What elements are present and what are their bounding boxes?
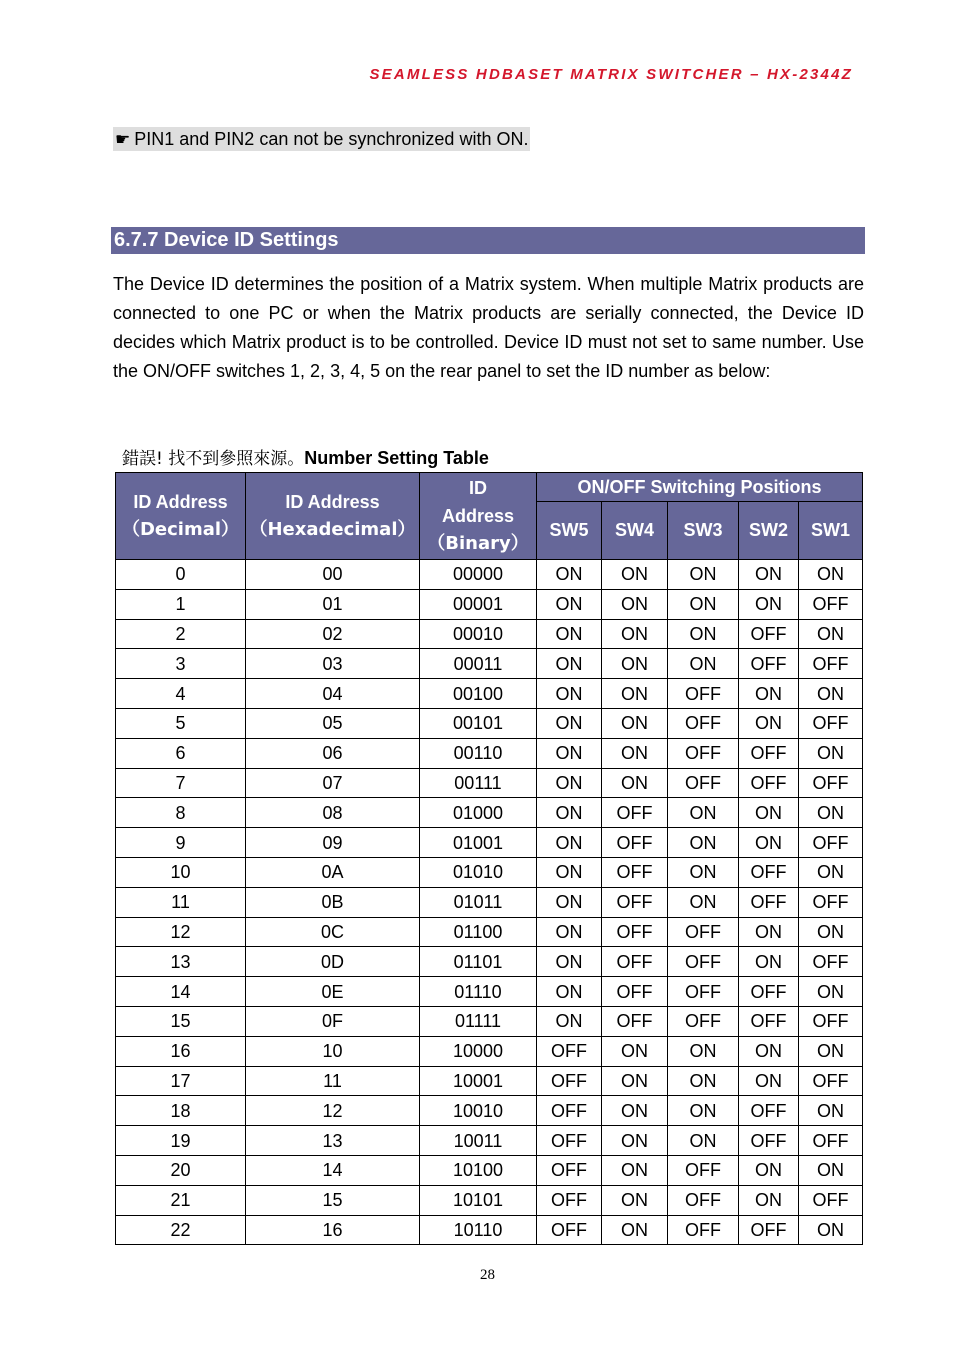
table-row xyxy=(116,560,863,590)
cell-binary: 01101 xyxy=(420,947,537,977)
cell-sw1: OFF xyxy=(799,649,863,679)
cell-sw4: ON xyxy=(602,679,668,709)
note-text: PIN1 and PIN2 can not be synchronized with ON. xyxy=(134,129,529,149)
table-row xyxy=(116,1215,863,1245)
cell-sw2: ON xyxy=(739,947,799,977)
page-number: 28 xyxy=(480,1267,495,1283)
cell-decimal: 3 xyxy=(116,649,246,679)
caption-error-prefix: 錯誤! 找不到參照來源。 xyxy=(122,449,305,469)
table-row xyxy=(116,738,863,768)
header-decimal xyxy=(116,473,246,560)
table-row xyxy=(116,1066,863,1096)
cell-sw2: ON xyxy=(739,1036,799,1066)
cell-binary: 10100 xyxy=(420,1155,537,1185)
running-header: SEAMLESS HDBASET MATRIX SWITCHER – HX-2344Z xyxy=(369,66,853,83)
cell-sw1: OFF xyxy=(799,708,863,738)
cell-sw1: ON xyxy=(799,1215,863,1245)
table-row xyxy=(116,1036,863,1066)
cell-sw5: ON xyxy=(537,798,602,828)
cell-hex: 06 xyxy=(246,738,420,768)
cell-sw1: ON xyxy=(799,1155,863,1185)
cell-sw2: OFF xyxy=(739,768,799,798)
cell-sw5: ON xyxy=(537,1006,602,1036)
cell-sw2: ON xyxy=(739,560,799,590)
cell-sw2: ON xyxy=(739,828,799,858)
header-decimal-line1: ID Address xyxy=(133,492,228,512)
header-sw4: SW4 xyxy=(602,502,668,560)
number-setting-table xyxy=(115,472,863,1245)
table-row xyxy=(116,947,863,977)
table-row xyxy=(116,1185,863,1215)
cell-sw5: ON xyxy=(537,857,602,887)
cell-sw4: OFF xyxy=(602,798,668,828)
cell-binary: 10001 xyxy=(420,1066,537,1096)
cell-sw5: OFF xyxy=(537,1036,602,1066)
table-row xyxy=(116,619,863,649)
cell-decimal: 21 xyxy=(116,1185,246,1215)
table-row xyxy=(116,1155,863,1185)
cell-hex: 08 xyxy=(246,798,420,828)
cell-decimal: 4 xyxy=(116,679,246,709)
cell-decimal: 0 xyxy=(116,560,246,590)
cell-sw2: ON xyxy=(739,798,799,828)
cell-sw3: ON xyxy=(668,560,739,590)
table-row xyxy=(116,679,863,709)
table-row xyxy=(116,589,863,619)
cell-decimal: 8 xyxy=(116,798,246,828)
cell-binary: 01001 xyxy=(420,828,537,858)
cell-decimal: 18 xyxy=(116,1096,246,1126)
cell-sw3: ON xyxy=(668,798,739,828)
cell-sw3: ON xyxy=(668,1066,739,1096)
caption-title: Number Setting Table xyxy=(304,448,489,468)
cell-decimal: 22 xyxy=(116,1215,246,1245)
cell-sw3: OFF xyxy=(668,977,739,1007)
cell-hex: 13 xyxy=(246,1126,420,1156)
cell-sw3: OFF xyxy=(668,917,739,947)
cell-sw2: OFF xyxy=(739,887,799,917)
cell-decimal: 6 xyxy=(116,738,246,768)
cell-hex: 15 xyxy=(246,1185,420,1215)
cell-sw5: ON xyxy=(537,560,602,590)
cell-sw1: ON xyxy=(799,619,863,649)
cell-sw5: OFF xyxy=(537,1126,602,1156)
cell-sw2: ON xyxy=(739,589,799,619)
cell-sw4: ON xyxy=(602,1126,668,1156)
cell-decimal: 7 xyxy=(116,768,246,798)
cell-sw4: OFF xyxy=(602,917,668,947)
cell-hex: 16 xyxy=(246,1215,420,1245)
cell-sw1: OFF xyxy=(799,1185,863,1215)
table-row xyxy=(116,708,863,738)
header-sw3: SW3 xyxy=(668,502,739,560)
cell-sw1: OFF xyxy=(799,887,863,917)
cell-sw3: OFF xyxy=(668,1185,739,1215)
body-paragraph: The Device ID determines the position of a Matrix system. When multiple Matrix products are connected to one PC or when the Matrix products are serially connected, the Device ID decides which Matrix product is to be controlled. Device ID must not set to same number. Use the ON/OFF switches 1, 2, 3, 4, 5 on the rear panel to set the ID number as below: xyxy=(113,274,864,381)
cell-hex: 14 xyxy=(246,1155,420,1185)
table-row xyxy=(116,917,863,947)
cell-sw3: ON xyxy=(668,1036,739,1066)
cell-binary: 01000 xyxy=(420,798,537,828)
cell-decimal: 17 xyxy=(116,1066,246,1096)
cell-sw4: OFF xyxy=(602,977,668,1007)
cell-hex: 11 xyxy=(246,1066,420,1096)
cell-sw4: ON xyxy=(602,1185,668,1215)
cell-hex: 0C xyxy=(246,917,420,947)
header-binary xyxy=(420,473,537,560)
cell-sw2: ON xyxy=(739,917,799,947)
cell-sw5: ON xyxy=(537,828,602,858)
cell-sw1: OFF xyxy=(799,947,863,977)
cell-hex: 01 xyxy=(246,589,420,619)
header-sw5: SW5 xyxy=(537,502,602,560)
cell-binary: 00011 xyxy=(420,649,537,679)
cell-decimal: 10 xyxy=(116,857,246,887)
table-caption xyxy=(122,444,489,469)
cell-sw3: ON xyxy=(668,619,739,649)
cell-binary: 01110 xyxy=(420,977,537,1007)
header-sw1: SW1 xyxy=(799,502,863,560)
cell-sw5: OFF xyxy=(537,1155,602,1185)
cell-sw5: OFF xyxy=(537,1185,602,1215)
table-row xyxy=(116,798,863,828)
cell-sw1: OFF xyxy=(799,828,863,858)
cell-sw4: ON xyxy=(602,1036,668,1066)
cell-sw1: ON xyxy=(799,1096,863,1126)
cell-sw3: OFF xyxy=(668,738,739,768)
cell-sw2: OFF xyxy=(739,1215,799,1245)
cell-sw3: ON xyxy=(668,887,739,917)
cell-sw3: OFF xyxy=(668,679,739,709)
header-hex-line1: ID Address xyxy=(285,492,380,512)
cell-sw5: ON xyxy=(537,649,602,679)
cell-sw1: ON xyxy=(799,560,863,590)
cell-binary: 10010 xyxy=(420,1096,537,1126)
cell-sw2: OFF xyxy=(739,1006,799,1036)
cell-sw5: OFF xyxy=(537,1215,602,1245)
cell-hex: 02 xyxy=(246,619,420,649)
cell-sw2: OFF xyxy=(739,649,799,679)
cell-decimal: 14 xyxy=(116,977,246,1007)
cell-hex: 09 xyxy=(246,828,420,858)
cell-decimal: 15 xyxy=(116,1006,246,1036)
table-body xyxy=(116,560,863,1245)
cell-binary: 00001 xyxy=(420,589,537,619)
table-row xyxy=(116,828,863,858)
cell-binary: 00110 xyxy=(420,738,537,768)
cell-sw3: OFF xyxy=(668,708,739,738)
cell-sw4: ON xyxy=(602,738,668,768)
cell-hex: 07 xyxy=(246,768,420,798)
cell-sw1: OFF xyxy=(799,1066,863,1096)
cell-sw3: ON xyxy=(668,828,739,858)
cell-sw3: ON xyxy=(668,857,739,887)
cell-sw1: ON xyxy=(799,1036,863,1066)
cell-sw5: ON xyxy=(537,768,602,798)
table-row xyxy=(116,1126,863,1156)
cell-binary: 10101 xyxy=(420,1185,537,1215)
cell-sw1: OFF xyxy=(799,589,863,619)
cell-sw4: OFF xyxy=(602,887,668,917)
cell-sw4: OFF xyxy=(602,828,668,858)
cell-sw1: OFF xyxy=(799,768,863,798)
cell-sw5: ON xyxy=(537,708,602,738)
cell-sw4: ON xyxy=(602,1096,668,1126)
cell-sw4: ON xyxy=(602,649,668,679)
cell-sw2: ON xyxy=(739,679,799,709)
table-row xyxy=(116,1006,863,1036)
cell-sw5: ON xyxy=(537,738,602,768)
table-row xyxy=(116,649,863,679)
header-binary-line2: Address xyxy=(441,506,515,526)
cell-hex: 0D xyxy=(246,947,420,977)
cell-decimal: 19 xyxy=(116,1126,246,1156)
cell-sw2: OFF xyxy=(739,619,799,649)
cell-sw2: ON xyxy=(739,1185,799,1215)
section-heading: 6.7.7 Device ID Settings xyxy=(111,227,865,254)
cell-sw4: OFF xyxy=(602,1006,668,1036)
cell-hex: 04 xyxy=(246,679,420,709)
cell-sw2: ON xyxy=(739,1066,799,1096)
cell-sw5: ON xyxy=(537,917,602,947)
cell-hex: 10 xyxy=(246,1036,420,1066)
cell-decimal: 11 xyxy=(116,887,246,917)
cell-binary: 00000 xyxy=(420,560,537,590)
cell-hex: 0A xyxy=(246,857,420,887)
cell-sw3: OFF xyxy=(668,1155,739,1185)
header-switch-group: ON/OFF Switching Positions xyxy=(537,473,863,502)
cell-hex: 05 xyxy=(246,708,420,738)
cell-binary: 01011 xyxy=(420,887,537,917)
cell-sw1: ON xyxy=(799,679,863,709)
cell-binary: 10110 xyxy=(420,1215,537,1245)
cell-sw1: ON xyxy=(799,917,863,947)
cell-binary: 01100 xyxy=(420,917,537,947)
header-sw2: SW2 xyxy=(739,502,799,560)
cell-sw4: ON xyxy=(602,619,668,649)
header-hex-line2: （Hexadecimal） xyxy=(249,519,416,540)
table-row xyxy=(116,887,863,917)
cell-sw5: ON xyxy=(537,619,602,649)
cell-sw4: OFF xyxy=(602,947,668,977)
cell-sw4: ON xyxy=(602,1155,668,1185)
cell-sw5: ON xyxy=(537,679,602,709)
table-row xyxy=(116,857,863,887)
cell-sw1: ON xyxy=(799,977,863,1007)
cell-sw5: ON xyxy=(537,589,602,619)
cell-binary: 01010 xyxy=(420,857,537,887)
cell-sw5: OFF xyxy=(537,1066,602,1096)
cell-binary: 10011 xyxy=(420,1126,537,1156)
cell-sw3: ON xyxy=(668,649,739,679)
cell-binary: 00100 xyxy=(420,679,537,709)
cell-sw2: OFF xyxy=(739,857,799,887)
cell-sw2: ON xyxy=(739,1155,799,1185)
cell-sw2: OFF xyxy=(739,977,799,1007)
cell-sw2: OFF xyxy=(739,1126,799,1156)
cell-sw3: ON xyxy=(668,589,739,619)
pointing-hand-icon: ☛ xyxy=(115,130,131,150)
cell-sw3: OFF xyxy=(668,947,739,977)
table-row xyxy=(116,768,863,798)
cell-sw4: ON xyxy=(602,708,668,738)
cell-binary: 10000 xyxy=(420,1036,537,1066)
cell-sw1: ON xyxy=(799,738,863,768)
cell-sw5: ON xyxy=(537,947,602,977)
cell-hex: 0B xyxy=(246,887,420,917)
cell-sw1: OFF xyxy=(799,1006,863,1036)
cell-sw5: OFF xyxy=(537,1096,602,1126)
header-binary-line1: ID xyxy=(469,478,487,498)
header-decimal-line2: （Decimal） xyxy=(121,519,240,540)
header-binary-line3: （Binary） xyxy=(427,533,529,554)
cell-sw3: ON xyxy=(668,1096,739,1126)
cell-hex: 00 xyxy=(246,560,420,590)
cell-decimal: 12 xyxy=(116,917,246,947)
cell-sw3: OFF xyxy=(668,768,739,798)
cell-sw2: ON xyxy=(739,708,799,738)
cell-sw3: ON xyxy=(668,1126,739,1156)
cell-decimal: 13 xyxy=(116,947,246,977)
cell-hex: 0E xyxy=(246,977,420,1007)
note-line xyxy=(113,127,530,151)
cell-sw4: ON xyxy=(602,560,668,590)
header-hexadecimal xyxy=(246,473,420,560)
cell-sw1: OFF xyxy=(799,1126,863,1156)
cell-sw2: OFF xyxy=(739,1096,799,1126)
cell-sw4: ON xyxy=(602,589,668,619)
cell-decimal: 20 xyxy=(116,1155,246,1185)
cell-hex: 12 xyxy=(246,1096,420,1126)
cell-decimal: 2 xyxy=(116,619,246,649)
cell-sw2: OFF xyxy=(739,738,799,768)
cell-sw1: ON xyxy=(799,857,863,887)
cell-sw4: OFF xyxy=(602,857,668,887)
cell-binary: 00111 xyxy=(420,768,537,798)
cell-sw4: ON xyxy=(602,1066,668,1096)
cell-hex: 03 xyxy=(246,649,420,679)
cell-sw5: ON xyxy=(537,977,602,1007)
cell-sw1: ON xyxy=(799,798,863,828)
cell-sw4: ON xyxy=(602,1215,668,1245)
cell-sw3: OFF xyxy=(668,1006,739,1036)
cell-sw3: OFF xyxy=(668,1215,739,1245)
cell-binary: 00010 xyxy=(420,619,537,649)
cell-decimal: 9 xyxy=(116,828,246,858)
cell-binary: 00101 xyxy=(420,708,537,738)
cell-decimal: 16 xyxy=(116,1036,246,1066)
cell-sw4: ON xyxy=(602,768,668,798)
cell-binary: 01111 xyxy=(420,1006,537,1036)
cell-decimal: 1 xyxy=(116,589,246,619)
cell-sw5: ON xyxy=(537,887,602,917)
table-row xyxy=(116,1096,863,1126)
table-row xyxy=(116,977,863,1007)
cell-decimal: 5 xyxy=(116,708,246,738)
cell-hex: 0F xyxy=(246,1006,420,1036)
